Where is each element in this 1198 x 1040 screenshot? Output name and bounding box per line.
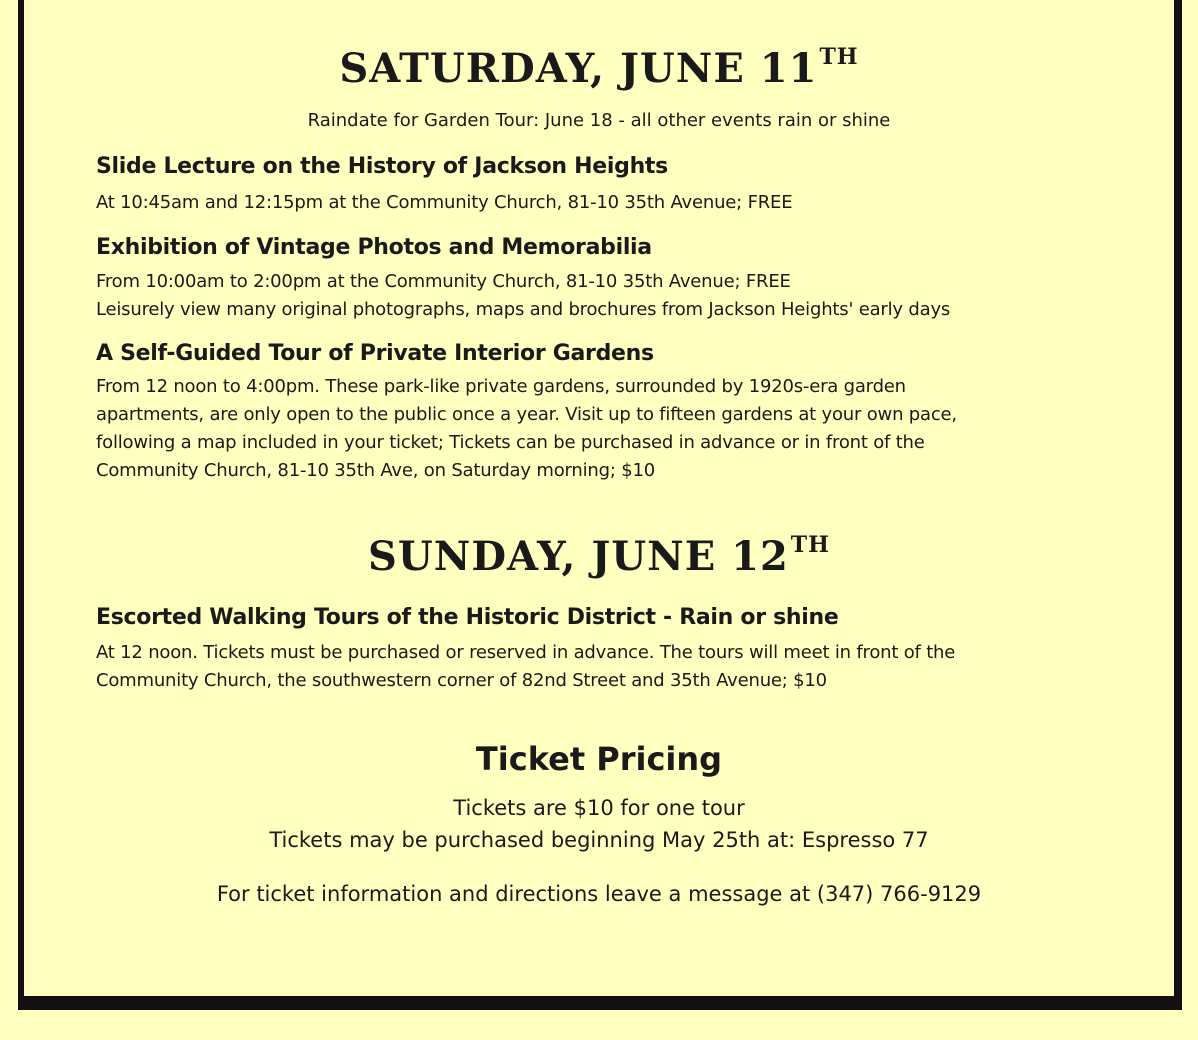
ticket-pricing-title: Ticket Pricing — [475, 740, 723, 778]
event-detail-garden-tour-line1: From 12 noon to 4:00pm. These park-like private gardens, surrounded by 1920s-era garden — [96, 376, 906, 397]
saturday-title: SATURDAY, JUNE 11TH — [339, 44, 859, 92]
event-heading-exhibition: Exhibition of Vintage Photos and Memorabilia — [96, 235, 652, 260]
event-heading-garden-tour: A Self-Guided Tour of Private Interior Gardens — [96, 341, 654, 366]
event-detail-garden-tour-line2: apartments, are only open to the public once a year. Visit up to fifteen gardens at your own pace, — [96, 404, 957, 425]
event-detail-walking-tours-line2: Community Church, the southwestern corner of 82nd Street and 35th Avenue; $10 — [96, 670, 827, 691]
event-heading-walking-tours: Escorted Walking Tours of the Historic District - Rain or shine — [96, 605, 839, 630]
event-detail-slide-lecture: At 10:45am and 12:15pm at the Community Church, 81-10 35th Avenue; FREE — [96, 192, 793, 213]
page-border — [18, 0, 1182, 1010]
pricing-line-one-tour: Tickets are $10 for one tour — [453, 796, 745, 820]
event-heading-slide-lecture: Slide Lecture on the History of Jackson Heights — [96, 154, 668, 179]
event-detail-garden-tour-line4: Community Church, 81-10 35th Ave, on Saturday morning; $10 — [96, 460, 655, 481]
raindate-note: Raindate for Garden Tour: June 18 - all other events rain or shine — [307, 110, 891, 131]
event-detail-garden-tour-line3: following a map included in your ticket; Tickets can be purchased in advance or in front of the — [96, 432, 925, 453]
saturday-title-suffix: TH — [819, 44, 859, 70]
pricing-contact-info: For ticket information and directions leave a message at (347) 766-9129 — [216, 882, 982, 906]
event-detail-walking-tours-line1: At 12 noon. Tickets must be purchased or reserved in advance. The tours will meet in front of the — [96, 642, 956, 663]
sunday-title-suffix: TH — [790, 532, 830, 558]
pricing-line-purchase-location: Tickets may be purchased beginning May 25th at: Espresso 77 — [269, 828, 929, 852]
event-detail-exhibition-desc: Leisurely view many original photographs, maps and brochures from Jackson Heights' early days — [96, 299, 951, 320]
sunday-title: SUNDAY, JUNE 12TH — [368, 532, 830, 580]
event-detail-exhibition-time: From 10:00am to 2:00pm at the Community Church, 81-10 35th Avenue; FREE — [96, 271, 791, 292]
